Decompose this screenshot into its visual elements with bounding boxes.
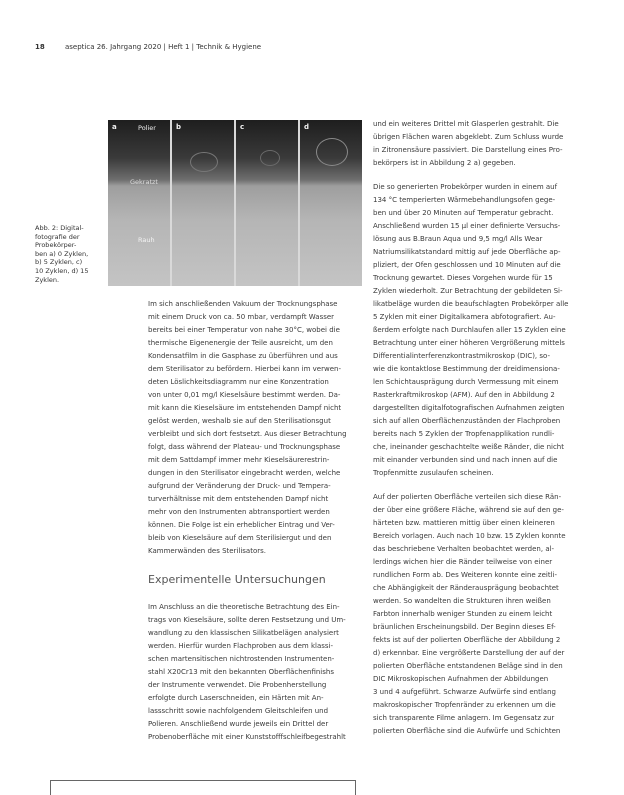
text-line: Kondensatfilm in die Gasphase zu überführen und aus — [148, 352, 338, 360]
text-line: Probenoberfläche mit einer Kunststofffschleifbegestrahlt — [148, 733, 346, 741]
text-line: Rasterkraftmikroskop (AFM). Auf den in Abbildung 2 — [373, 391, 555, 399]
right-paragraph-2 — [373, 181, 584, 480]
text-line: aufgrund der Veränderung der Druck- und Tempera- — [148, 482, 331, 490]
text-line: Zyklen wiederholt. Zur Betrachtung der gebildeten Si- — [373, 287, 563, 295]
droplet-ring — [190, 152, 218, 172]
text-line: Die so generierten Probekörper wurden in einem auf — [373, 183, 558, 191]
text-line: ben und über 20 Minuten auf Temperatur gebracht. — [373, 209, 554, 217]
running-title: aseptica 26. Jahrgang 2020 | Heft 1 | Technik & Hygiene — [64, 43, 262, 51]
text-line: mit einem Druck von ca. 50 mbar, verdampft Wasser — [148, 313, 335, 321]
text-line: von unter 0,01 mg/l Kieselsäure bestimmt werden. Da- — [148, 391, 341, 399]
text-line: können. Die Folge ist ein erheblicher Eintrag und Ver- — [148, 521, 335, 529]
text-line: Betrachtung unter einer höheren Vergrößerung mittels — [373, 339, 565, 347]
right-paragraph-1 — [373, 118, 584, 170]
text-line: Bereich vorlagen. Auch nach 10 bzw. 15 Zyklen konnte — [373, 532, 566, 540]
left-column-paragraph-2 — [148, 601, 360, 744]
caption-line: Abb. 2: Digital- — [35, 224, 84, 232]
text-line: Auf der polierten Oberfläche verteilen sich diese Rän- — [373, 493, 562, 501]
text-line: der Instrumente verwendet. Die Probenherstellung — [148, 681, 327, 689]
text-line: erfolgte durch Laserschneiden, ein Härten mit An- — [148, 694, 324, 702]
text-line: übrigen Flächen waren abgeklebt. Zum Schluss wurde — [373, 133, 564, 141]
text-line: lerdings wichen hier die Ränder teilweise von einer — [373, 558, 553, 566]
text-line: 3 und 4 aufgeführt. Schwarze Aufwürfe sind entlang — [373, 688, 556, 696]
text-line: trags von Kieselsäure, sollte deren Festsetzung und Um- — [148, 616, 346, 624]
text-line: lassschritt sowie nachfolgendem Gleitschleifen und — [148, 707, 329, 715]
text-line: len Schichtausprägung durch Vermessung mit einem — [373, 378, 559, 386]
text-line: polierten Oberfläche sind die Aufwürfe und Schichten — [373, 727, 561, 735]
text-line: wandlung zu den klassischen Silikatbelägen analysiert — [148, 629, 339, 637]
text-line: stahl X20Cr13 mit den bekannten Oberflächenfinishs — [148, 668, 334, 676]
droplet-ring — [316, 138, 348, 166]
text-line: sich transparente Filme anlagern. Im Gegensatz zur — [373, 714, 555, 722]
text-line: in Zitronensäure passiviert. Die Darstellung eines Pro- — [373, 146, 563, 154]
caption-line: fotografie der — [35, 232, 80, 241]
text-line: gelöst werden, weshalb sie auf den Sterilisationsgut — [148, 417, 331, 425]
page-header — [35, 43, 261, 51]
text-line: verbleibt und sich dort festsetzt. Aus dieser Betrachtung — [148, 430, 347, 438]
caption-line: ben a) 0 Zyklen, — [35, 249, 89, 258]
text-line: lösung aus B.Braun Aqua und 9,5 mg/l Alls Wear — [373, 235, 543, 243]
caption-line: Probekörper- — [35, 241, 77, 250]
text-line: mit einander verbunden sind und nach innen auf die — [373, 456, 558, 464]
text-line: mit kann die Kieselsäure im entstehenden Dampf nicht — [148, 404, 342, 412]
text-line: che Abhängigkeit der Ränderausprägung beobachtet — [373, 584, 559, 592]
text-line: der über eine größere Fläche, während sie auf den ge- — [373, 506, 564, 514]
text-line: härteten bzw. mattieren mittig über einen kleineren — [373, 519, 555, 527]
text-line: schen martensitischen nichtrostenden Instrumenten- — [148, 655, 335, 663]
panel-mark: c — [240, 123, 245, 131]
text-line: Anschließend wurden 15 µl einer definierte Versuchs- — [373, 222, 561, 230]
text-line: che, ineinander geschachtelte weiße Ränder, die nicht — [373, 443, 564, 451]
text-line: Im Anschluss an die theoretische Betrachtung des Ein- — [148, 603, 340, 611]
figure-sample-photos — [108, 120, 362, 286]
droplet-ring — [260, 150, 280, 166]
caption-line: Zyklen. — [35, 275, 60, 284]
text-line: dungen in den Sterilisator eingebracht werden, welche — [148, 469, 341, 477]
text-line: Tropfenmitte zusulaufen scheinen. — [373, 469, 494, 477]
text-line: DIC Mikroskopischen Aufnahmen der Abbildungen — [373, 675, 549, 683]
figure-panel-d — [300, 120, 362, 286]
text-line: rundlichen Form ab. Des Weiteren konnte eine zeitli- — [373, 571, 557, 579]
text-line: dargestellten digitalfotografischen Aufnahmen zeigten — [373, 404, 565, 412]
text-line: polierten Oberfläche entstandenen Beläge sind in den — [373, 662, 563, 670]
text-line: mehr von den Instrumenten abtransportiert werden — [148, 508, 330, 516]
text-line: Farbton innerhalb weniger Stunden zu einem leicht — [373, 610, 553, 618]
text-line: bekörpers ist in Abbildung 2 a) gegeben. — [373, 159, 516, 167]
text-line: bereits bei einer Temperatur von nahe 30°C, wobei die — [148, 326, 340, 334]
figure-caption — [35, 224, 105, 284]
text-line: pliziert, der Ofen geschlossen und 10 Minuten auf die — [373, 261, 561, 269]
text-line: ßerdem erfolgte nach Durchlaufen aller 15 Zyklen eine — [373, 326, 566, 334]
text-line: folgt, dass während der Plateau- und Trocknungsphase — [148, 443, 341, 451]
region-label-rauh: Rauh — [138, 236, 155, 244]
text-line: werden. Hierfür wurden Flachproben aus dem klassi- — [148, 642, 334, 650]
text-line: thermische Eigenenergie der Teile ausreicht, um den — [148, 339, 333, 347]
text-line: deten Löslichkeitsdiagramm nur eine Konzentration — [148, 378, 329, 386]
text-line: Kammerwänden des Sterilisators. — [148, 547, 266, 555]
text-line: makroskopischer Tropfenränder zu erkennen um die — [373, 701, 556, 709]
bottom-frame-box — [50, 780, 356, 795]
text-line: Natriumsilikatstandard mittig auf jede Oberfläche ap- — [373, 248, 561, 256]
text-line: fekts ist auf der polierten Oberfläche der Abbildung 2 — [373, 636, 561, 644]
figure-panel-b — [172, 120, 234, 286]
text-line: wie die kontaktlose Bestimmung der dreidimensiona- — [373, 365, 560, 373]
panel-mark: d — [304, 123, 310, 131]
text-line: dem Sterilisator zu befördern. Hierbei kann im verwen- — [148, 365, 341, 373]
figure-panel-c — [236, 120, 298, 286]
text-line: bleib von Kieselsäure auf dem Sterilisiergut und den — [148, 534, 332, 542]
text-line: Im sich anschließenden Vakuum der Trocknungsphase — [148, 300, 338, 308]
right-paragraph-3 — [373, 491, 584, 738]
caption-line: 10 Zyklen, d) 15 — [35, 266, 89, 275]
region-label-gekratzt: Gekratzt — [130, 178, 158, 186]
text-line: werden. So wandelten die Strukturen ihren weißen — [373, 597, 551, 605]
text-line: 134 °C temperierten Wärmebehandlungsofen gege- — [373, 196, 556, 204]
caption-line: b) 5 Zyklen, c) — [35, 258, 83, 267]
text-line: d) erkennbar. Eine vergrößerte Darstellung der auf der — [373, 649, 565, 657]
text-line: turverhältnisse mit dem entstehenden Dampf nicht — [148, 495, 329, 503]
page-number: 18 — [35, 43, 45, 51]
left-column-paragraph-1 — [148, 298, 360, 558]
text-line: das beschriebene Verhalten beobachtet werden, al- — [373, 545, 555, 553]
text-line: und ein weiteres Drittel mit Glasperlen gestrahlt. Die — [373, 120, 559, 128]
text-line: sich auf allen Oberflächenzuständen der Flachproben — [373, 417, 561, 425]
text-line: bereits nach 5 Zyklen der Tropfenapplikation rundli- — [373, 430, 555, 438]
panel-label: Polier — [138, 124, 156, 132]
figure-panel-a — [108, 120, 170, 286]
text-line: 5 Zyklen mit einer Digitalkamera abfotografiert. Au- — [373, 313, 556, 321]
section-heading: Experimentelle Untersuchungen — [148, 573, 326, 586]
right-column — [373, 118, 584, 749]
text-line: bräunlichen Erscheinungsbild. Der Beginn dieses Ef- — [373, 623, 556, 631]
text-line: Polieren. Anschließend wurde jeweils ein Drittel der — [148, 720, 329, 728]
text-line: Differentialinterferenzkontrastmikroskop (DIC), so- — [373, 352, 550, 360]
text-line: likatbeläge wurden die beaufschlagten Probekörper alle — [373, 300, 569, 308]
panel-mark: a — [112, 123, 117, 131]
panel-mark: b — [176, 123, 182, 131]
text-line: mit dem Sattdampf immer mehr Kieselsäurerestrin- — [148, 456, 330, 464]
text-line: Trocknung gewartet. Dieses Vorgehen wurde für 15 — [373, 274, 553, 282]
